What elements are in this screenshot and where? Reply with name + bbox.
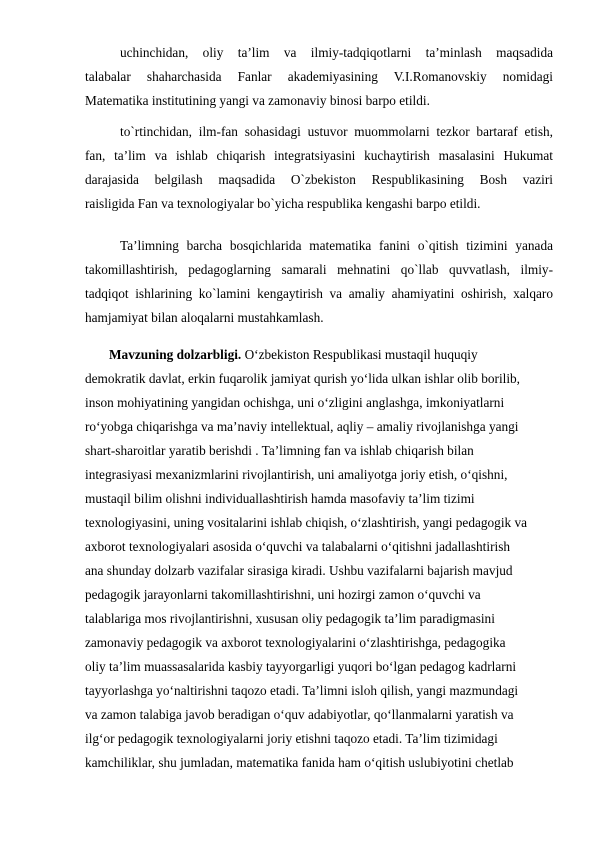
paragraph-3 [85, 234, 553, 330]
paragraph-4-line-10: ana shunday dolzarb vazifalar sirasiga kiradi. Ushbu vazifalarni bajarish mavjud [85, 563, 513, 578]
paragraph-3-line-1: Ta’limning barcha bosqichlarida matematika fanini o`qitish tizimini yanada [120, 238, 553, 253]
paragraph-4-line-7: mustaqil bilim olishni individuallashtirish hamda masofaviy ta’lim tizimi [85, 491, 475, 506]
paragraph-4 [85, 343, 553, 775]
paragraph-3-line-4: hamjamiyat bilan aloqalarni mustahkamlash. [85, 310, 324, 325]
paragraph-3-line-2: takomillashtirish, pedagoglarning samarali mehnatini qo`llab quvvatlash, ilmiy- [85, 262, 553, 277]
paragraph-4-line-3: inson mohiyatining yangidan ochishga, uni o‘zligini anglashga, imkoniyatlarni [85, 395, 505, 410]
paragraph-4-line-17: ilg‘or pedagogik texnologiyalarni joriy etishni taqozo etadi. Ta’lim tizimidagi [85, 731, 498, 746]
paragraph-2-line-4: raisligida Fan va texnologiyalar bo`yicha respublika kengashi barpo etildi. [85, 196, 481, 211]
paragraph-3-line-3: tadqiqot ishlarining ko`lamini kengaytirish va amaliy ahamiyatini oshirish, xalqaro [85, 286, 553, 301]
paragraph-2 [85, 120, 553, 216]
paragraph-4-line-15: tayyorlashga yo‘naltirishni taqozo etadi. Ta’limni isloh qilish, yangi mazmundagi [85, 683, 519, 698]
paragraph-2-line-1: to`rtinchidan, ilm-fan sohasidagi ustuvor muommolarni tezkor bartaraf etish, [120, 124, 553, 139]
paragraph-4-line-13: zamonaviy pedagogik va axborot texnologiyalarini o‘zlashtirishga, pedagogika [85, 635, 506, 650]
paragraph-2-line-2: fan, ta’lim va ishlab chiqarish integratsiyasini kuchaytirish masalasini Hukumat [85, 148, 553, 163]
paragraph-1-line-3: Matematika institutining yangi va zamonaviy binosi barpo etildi. [85, 93, 430, 108]
section-heading: Mavzuning dolzarbligi. [109, 347, 242, 362]
paragraph-4-line-8: texnologiyasini, uning vositalarini ishlab chiqish, o‘zlashtirish, yangi pedagogik va [85, 515, 528, 530]
paragraph-4-line-12: talablariga mos rivojlantirishni, xususan oliy pedagogik ta’lim paradigmasini [85, 611, 495, 626]
paragraph-4-line-18: kamchiliklar, shu jumladan, matematika fanida ham o‘qitish uslubiyotini chetlab [85, 755, 514, 770]
paragraph-1-line-1: uchinchidan, oliy ta’lim va ilmiy-tadqiqotlarni ta’minlash maqsadida [120, 45, 553, 60]
paragraph-4-line-5: shart-sharoitlar yaratib berishdi . Ta’limning fan va ishlab chiqarish bilan [85, 443, 474, 458]
paragraph-4-line-2: demokratik davlat, erkin fuqarolik jamiyat qurish yo‘lida ulkan ishlar olib borilib, [85, 371, 521, 386]
paragraph-1-line-2: talabalar shaharchasida Fanlar akademiyasining V.I.Romanovskiy nomidagi [85, 69, 553, 84]
paragraph-4-line-11: pedagogik jarayonlarni takomillashtirishni, uni hozirgi zamon o‘quvchi va [85, 587, 481, 602]
paragraph-4-line-14: oliy ta’lim muassasalarida kasbiy tayyorgarligi yuqori bo‘lgan pedagog kadrlarni [85, 659, 517, 674]
paragraph-4-line-4: ro‘yobga chiqarishga va ma’naviy intellektual, aqliy – amaliy rivojlanishga yangi [85, 419, 519, 434]
paragraph-4-line-16: va zamon talabiga javob beradigan o‘quv adabiyotlar, qo‘llanmalarni yaratish va [85, 707, 514, 722]
paragraph-2-line-3: darajasida belgilash maqsadida O`zbekiston Respublikasining Bosh vaziri [85, 172, 553, 187]
paragraph-4-first-line [85, 343, 553, 367]
paragraph-4-line-6: integrasiyasi mexanizmlarini rivojlantirish, uni amaliyotga joriy etish, o‘qishni, [85, 467, 508, 482]
paragraph-4-first-line-text: O‘zbekiston Respublikasi mustaqil huquqiy [241, 347, 478, 362]
paragraph-1 [85, 41, 553, 113]
paragraph-4-line-9: axborot texnologiyalari asosida o‘quvchi va talabalarni o‘qitishni jadallashtirish [85, 539, 511, 554]
